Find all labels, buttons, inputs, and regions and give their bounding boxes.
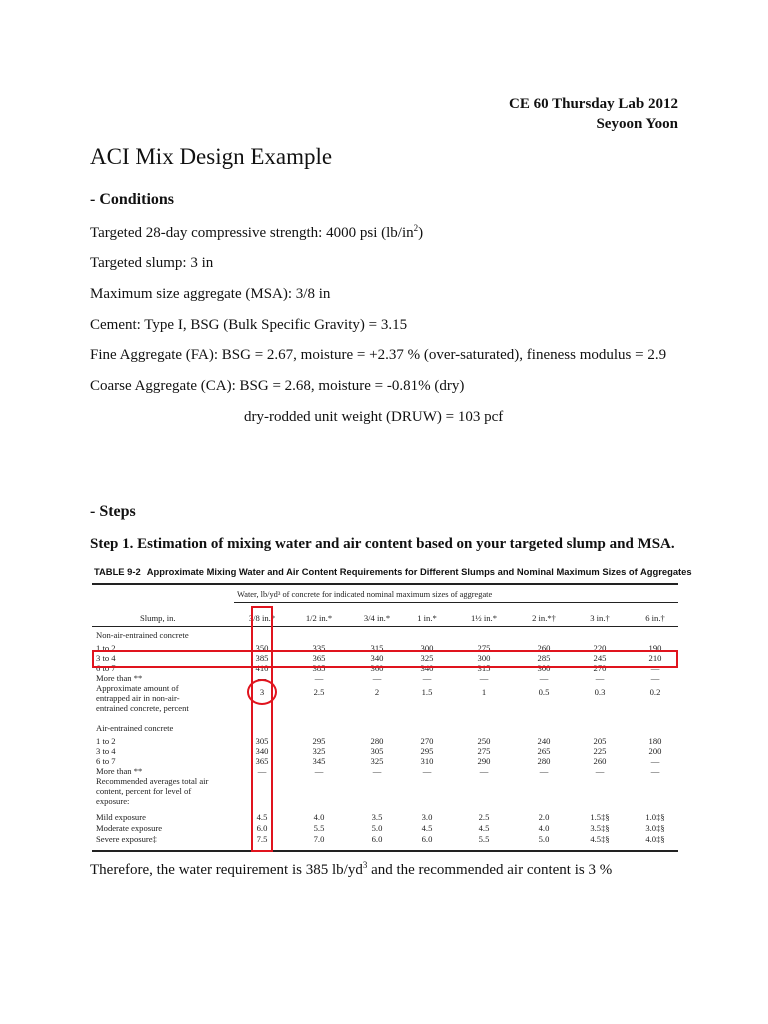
conclusion-line [90, 862, 612, 879]
table-cell: 1.0‡§ [645, 812, 665, 822]
table-cell: 190 [648, 643, 662, 653]
author-line: Seyoon Yoon [596, 116, 678, 132]
table-cell: 2.0 [538, 812, 550, 822]
table-cell: 270 [420, 736, 434, 746]
table-cell: — [422, 766, 432, 776]
row-label: 3 to 4 [96, 653, 116, 663]
table-cell: 280 [537, 756, 551, 766]
slump-row-highlight [92, 650, 678, 668]
table-cell: 1.5‡§ [590, 812, 610, 822]
table-cell: 4.5‡§ [590, 834, 610, 844]
table-cell: 345 [312, 756, 326, 766]
table-cell: 295 [420, 746, 434, 756]
entrapped-label: Approximate amount of [96, 683, 179, 693]
table-cell: 365 [255, 756, 269, 766]
row-label: Moderate exposure [96, 823, 163, 833]
size-header: 3 in.† [590, 613, 610, 623]
druw-line: dry-rodded unit weight (DRUW) = 103 pcf [244, 409, 504, 425]
table-cell: 280 [370, 736, 384, 746]
table-cell: 205 [593, 736, 607, 746]
table-cell: 295 [312, 736, 326, 746]
table-cell: 240 [537, 736, 551, 746]
table-cell: 5.0 [371, 823, 383, 833]
page-title: ACI Mix Design Example [90, 144, 333, 169]
row-label: More than ** [96, 766, 143, 776]
table-cell: 1.5 [421, 687, 433, 697]
step1-text: Step 1. Estimation of mixing water and air content based on your targeted slump and MSA. [90, 536, 675, 552]
table-cell: 5.5 [313, 823, 325, 833]
size-header: 2 in.*† [532, 613, 556, 623]
aci-table-9-2 [92, 566, 692, 854]
entrapped-label: entrapped air in non-air- [96, 693, 180, 703]
msa-column-highlight [248, 606, 276, 852]
table-cell: 4.0 [313, 812, 325, 822]
row-label: More than ** [96, 673, 143, 683]
strength-line [90, 225, 423, 242]
table-cell: 275 [477, 746, 491, 756]
course-header [509, 94, 678, 134]
table-cell: 4.5 [256, 812, 268, 822]
table-cell: 3 [259, 687, 265, 697]
air-content-circle [247, 679, 277, 705]
table-cell: 0.2 [649, 687, 661, 697]
table-cell: — [650, 766, 660, 776]
fine-aggregate-line: Fine Aggregate (FA): BSG = 2.67, moisture = +2.37 % (over-saturated), fineness modulus = 2.9 [90, 347, 667, 363]
table-cell: 3.5‡§ [590, 823, 610, 833]
table-cell: 7.0 [313, 834, 325, 844]
table-cell: 340 [420, 663, 434, 673]
section-label-non-air: Non-air-entrained concrete [96, 630, 189, 640]
table-cell: 365 [312, 653, 326, 663]
table-cell: 4.0‡§ [645, 834, 665, 844]
table-cell: 385 [312, 663, 326, 673]
table-cell: 325 [370, 756, 384, 766]
table-cell: 5.0 [538, 834, 550, 844]
table-cell: — [257, 673, 267, 683]
table-cell: 300 [420, 643, 434, 653]
table-cell: 2.5 [313, 687, 325, 697]
size-header: 3/4 in.* [363, 613, 391, 623]
table-cell: 6.0 [256, 823, 268, 833]
section-label-air: Air-entrained concrete [96, 723, 174, 733]
strength-sup: 2 [413, 223, 419, 233]
group-rule [234, 602, 678, 603]
table-cell: 360 [370, 663, 384, 673]
bottom-rule [92, 850, 678, 852]
recommended-label: exposure: [96, 796, 130, 806]
table-cell: 4.5 [421, 823, 433, 833]
size-header: 3/8 in.* [248, 613, 276, 623]
row-label: 6 to 7 [96, 663, 116, 673]
group-header: Water, lb/yd³ of concrete for indicated nominal maximum sizes of aggregate [237, 590, 493, 599]
table-cell: 340 [370, 653, 384, 663]
table-cell: 260 [593, 756, 607, 766]
table-cell: 305 [370, 746, 384, 756]
table-number: TABLE 9-2 [94, 566, 141, 577]
table-cell: 270 [593, 663, 607, 673]
table-cell: — [479, 766, 489, 776]
table-cell: 6.0 [421, 834, 433, 844]
table-cell: 290 [477, 756, 491, 766]
cement-line: Cement: Type I, BSG (Bulk Specific Gravity) = 3.15 [90, 317, 408, 333]
table-cell: 225 [593, 746, 607, 756]
size-header: 1/2 in.* [305, 613, 333, 623]
row-label: 1 to 2 [96, 736, 116, 746]
entrapped-label: entrained concrete, percent [96, 703, 189, 713]
table-cell: — [539, 766, 549, 776]
table-cell: 275 [477, 643, 491, 653]
size-header: 1½ in.* [470, 613, 498, 623]
table-cell: 4.0 [538, 823, 550, 833]
table-cell: 245 [593, 653, 607, 663]
table-cell: 325 [312, 746, 326, 756]
slump-header: Slump, in. [140, 613, 176, 623]
header-rule [92, 626, 678, 627]
course-line: CE 60 Thursday Lab 2012 [509, 96, 678, 112]
table-cell: 260 [537, 643, 551, 653]
table-cell: 410 [255, 663, 269, 673]
row-label: Mild exposure [96, 812, 146, 822]
table-cell: 285 [537, 653, 551, 663]
table-cell: 6.0 [371, 834, 383, 844]
conclusion-end: and the recommended air content is 3 % [367, 862, 613, 878]
strength-end: ) [418, 225, 424, 241]
table-cell: 315 [477, 663, 491, 673]
table-cell: — [650, 663, 660, 673]
table-cell: — [479, 673, 489, 683]
table-cell: — [314, 673, 324, 683]
recommended-label: Recommended averages total air [96, 776, 209, 786]
coarse-aggregate-line: Coarse Aggregate (CA): BSG = 2.68, moisture = -0.81% (dry) [90, 378, 465, 394]
table-cell: 4.5 [478, 823, 490, 833]
recommended-label: content, percent for level of [96, 786, 192, 796]
table-cell: — [372, 766, 382, 776]
table-cell: 315 [370, 643, 384, 653]
table-cell: 1 [481, 687, 487, 697]
table-cell: — [314, 766, 324, 776]
table-cell: — [372, 673, 382, 683]
table-cell: 300 [537, 663, 551, 673]
table-cell: 0.3 [594, 687, 606, 697]
row-label: Severe exposure‡ [96, 834, 157, 844]
row-label: 6 to 7 [96, 756, 116, 766]
table-cell: 335 [312, 643, 326, 653]
table-cell: 3.0 [421, 812, 433, 822]
steps-heading: - Steps [90, 503, 136, 520]
table-cell: — [595, 673, 605, 683]
table-cell: 7.5 [256, 834, 268, 844]
table-cell: — [539, 673, 549, 683]
row-label: 1 to 2 [96, 643, 116, 653]
table-cell: — [595, 766, 605, 776]
msa-line: Maximum size aggregate (MSA): 3/8 in [90, 286, 331, 302]
table-cell: 2.5 [478, 812, 490, 822]
table-cell: — [422, 673, 432, 683]
strength-text: Targeted 28-day compressive strength: 4000 psi (lb/in [90, 225, 414, 241]
size-header: 1 in.* [417, 613, 437, 623]
table-cell: — [650, 673, 660, 683]
table-cell: 3.5 [371, 812, 383, 822]
table-cell: 350 [255, 643, 269, 653]
conclusion-text: Therefore, the water requirement is 385 lb/yd [90, 862, 363, 878]
table-cell: 220 [593, 643, 607, 653]
slump-line: Targeted slump: 3 in [90, 255, 214, 271]
table-cell: 300 [477, 653, 491, 663]
conclusion-sup: 3 [362, 860, 368, 870]
table-cell: 265 [537, 746, 551, 756]
table-cell: 250 [477, 736, 491, 746]
table-cell: — [650, 756, 660, 766]
table-cell: 310 [420, 756, 434, 766]
table-cell: 180 [648, 736, 662, 746]
size-header: 6 in.† [645, 613, 665, 623]
top-rule [92, 583, 678, 585]
table-cell: 210 [648, 653, 662, 663]
table-cell: 385 [255, 653, 269, 663]
row-label: 3 to 4 [96, 746, 116, 756]
table-cell: 0.5 [538, 687, 550, 697]
table-cell: 2 [374, 687, 380, 697]
table-caption [94, 566, 692, 577]
conditions-heading: - Conditions [90, 191, 175, 208]
table-cell: 5.5 [478, 834, 490, 844]
table-caption-text: Approximate Mixing Water and Air Content Requirements for Different Slumps and Nominal Maximum Sizes of Aggregates [146, 566, 692, 577]
table-cell: 305 [255, 736, 269, 746]
table-cell: — [257, 766, 267, 776]
table-cell: 340 [255, 746, 269, 756]
table-cell: 200 [648, 746, 662, 756]
table-cell: 325 [420, 653, 434, 663]
table-cell: 3.0‡§ [645, 823, 665, 833]
